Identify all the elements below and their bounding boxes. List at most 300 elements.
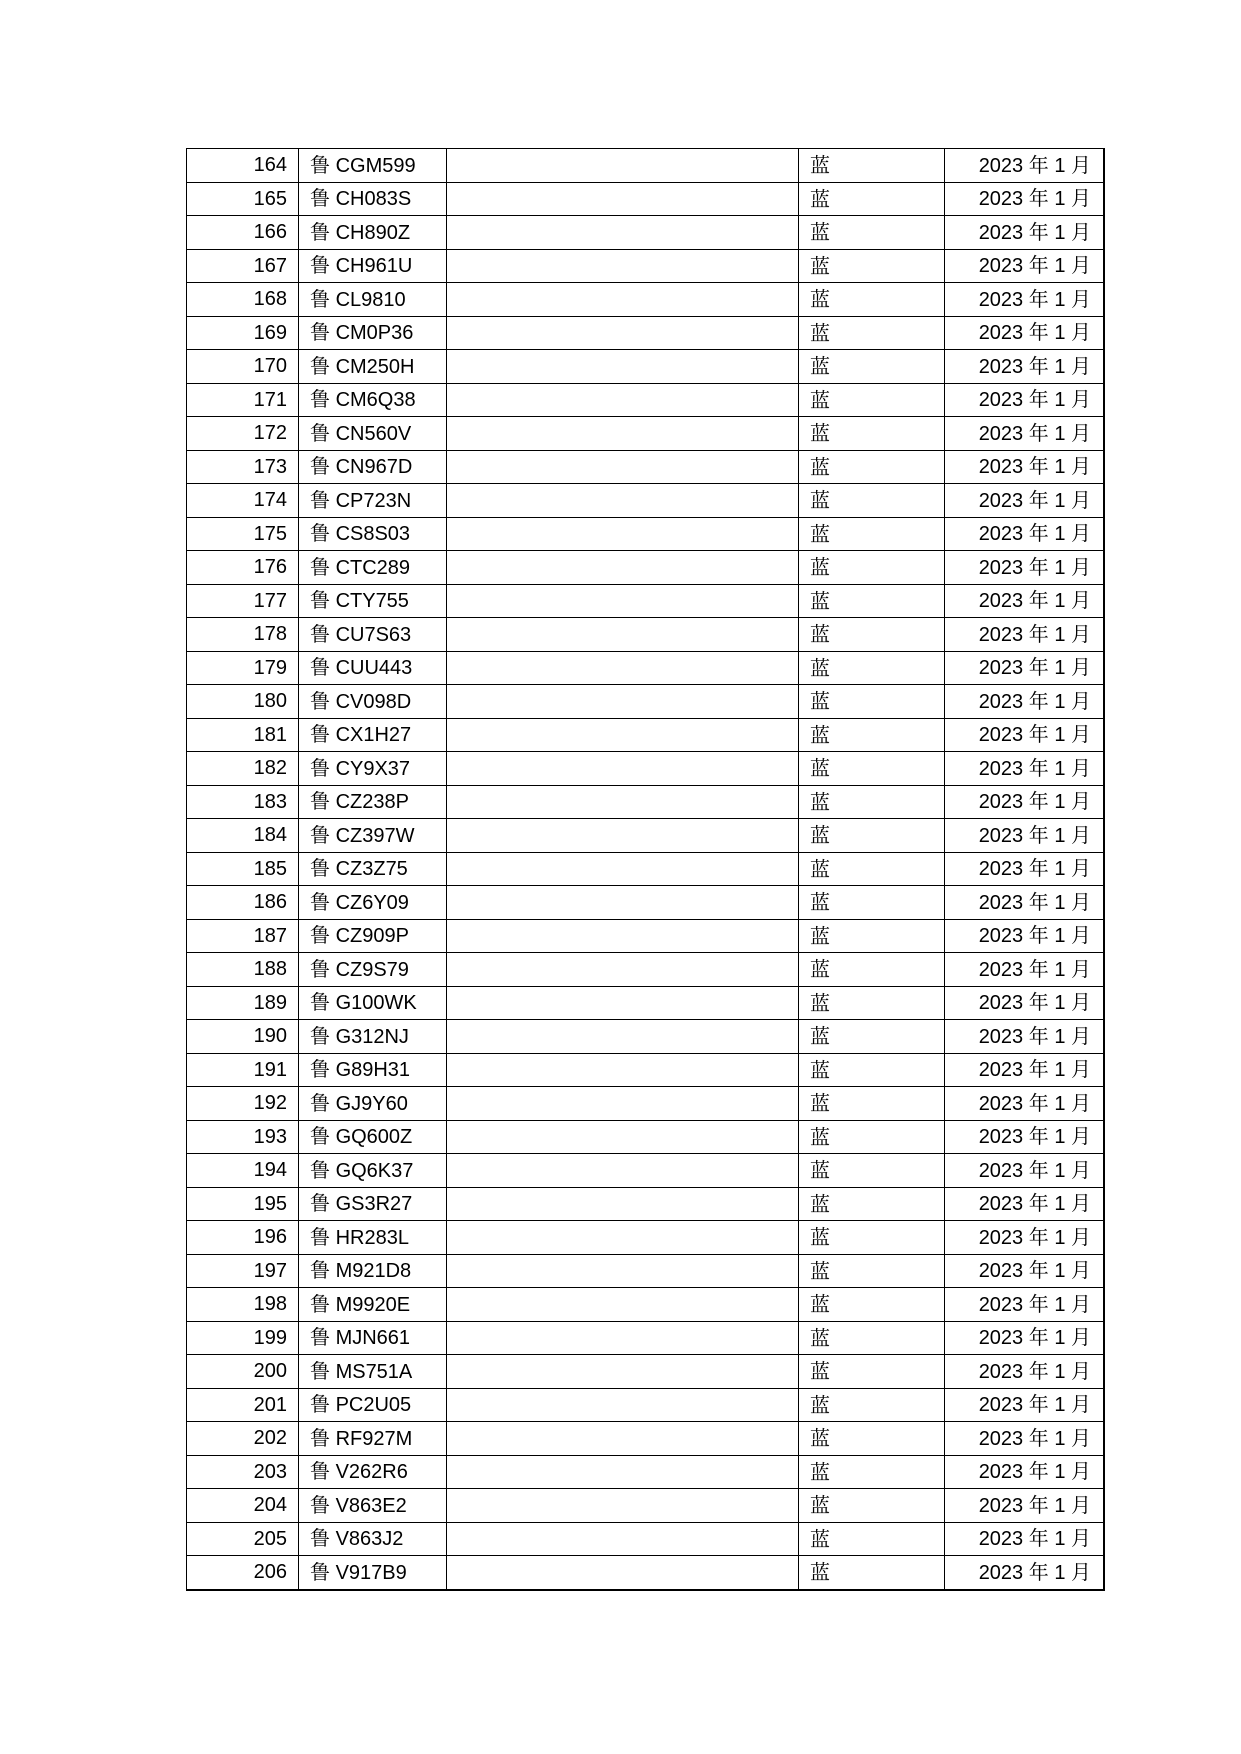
row-index: 174	[187, 484, 299, 518]
date-year: 2023	[978, 1561, 1024, 1584]
plate-color: 蓝	[799, 1455, 945, 1489]
table-row	[187, 1154, 1105, 1188]
date-month-unit: 月	[1071, 1291, 1091, 1316]
date-year-unit: 年	[1028, 889, 1049, 914]
date-month: 1	[1054, 858, 1066, 881]
date-year-unit: 年	[1028, 1325, 1049, 1350]
date-year-unit: 年	[1028, 253, 1049, 278]
date-month-unit: 月	[1071, 1492, 1091, 1517]
plate-code: CTY755	[335, 590, 409, 613]
plate-number-cell	[299, 551, 447, 585]
plate-province: 鲁	[310, 1057, 330, 1082]
plate-number-cell	[299, 283, 447, 317]
row-index: 168	[187, 283, 299, 317]
plate-code: GJ9Y60	[335, 1092, 408, 1115]
plate-number-cell	[299, 584, 447, 618]
date-cell	[945, 986, 1105, 1020]
plate-code: CGM599	[335, 154, 416, 177]
empty-cell	[447, 919, 799, 953]
date-year-unit: 年	[1028, 286, 1049, 311]
date-year: 2023	[978, 1461, 1024, 1484]
date-month: 1	[1054, 188, 1066, 211]
date-year-unit: 年	[1028, 1057, 1049, 1082]
date-year: 2023	[978, 489, 1024, 512]
plate-number-cell	[299, 685, 447, 719]
plate-color: 蓝	[799, 819, 945, 853]
date-cell	[945, 886, 1105, 920]
plate-province: 鲁	[310, 789, 330, 814]
plate-number-cell	[299, 1355, 447, 1389]
plate-color: 蓝	[799, 618, 945, 652]
date-month-unit: 月	[1071, 219, 1091, 244]
date-cell	[945, 785, 1105, 819]
plate-province: 鲁	[310, 353, 330, 378]
table-row	[187, 618, 1105, 652]
date-year: 2023	[978, 1293, 1024, 1316]
date-month-unit: 月	[1071, 1090, 1091, 1115]
date-month: 1	[1054, 255, 1066, 278]
plate-province: 鲁	[310, 923, 330, 948]
plate-code: CUU443	[335, 657, 413, 680]
table-row	[187, 182, 1105, 216]
row-index: 184	[187, 819, 299, 853]
date-cell	[945, 718, 1105, 752]
plate-color: 蓝	[799, 1556, 945, 1590]
row-index: 171	[187, 383, 299, 417]
plate-code: CV098D	[335, 690, 412, 713]
plate-number-cell	[299, 350, 447, 384]
plate-number-cell	[299, 1522, 447, 1556]
plate-number-cell	[299, 383, 447, 417]
table-row	[187, 383, 1105, 417]
plate-number-cell	[299, 149, 447, 183]
plate-province: 鲁	[310, 688, 330, 713]
empty-cell	[447, 249, 799, 283]
row-index: 193	[187, 1120, 299, 1154]
plate-number-cell	[299, 1020, 447, 1054]
date-year-unit: 年	[1028, 554, 1049, 579]
date-year: 2023	[978, 791, 1024, 814]
date-cell	[945, 819, 1105, 853]
plate-code: V262R6	[335, 1461, 408, 1484]
plate-color: 蓝	[799, 216, 945, 250]
date-cell	[945, 450, 1105, 484]
table-row	[187, 852, 1105, 886]
date-year: 2023	[978, 456, 1024, 479]
date-month: 1	[1054, 1394, 1066, 1417]
plate-province: 鲁	[310, 822, 330, 847]
plate-code: CL9810	[335, 288, 406, 311]
plate-province: 鲁	[310, 387, 330, 412]
plate-number-cell	[299, 785, 447, 819]
date-month: 1	[1054, 523, 1066, 546]
plate-code: CY9X37	[335, 757, 411, 780]
date-cell	[945, 1020, 1105, 1054]
plate-province: 鲁	[310, 1526, 330, 1551]
date-cell	[945, 249, 1105, 283]
date-cell	[945, 484, 1105, 518]
plate-number-cell	[299, 953, 447, 987]
plate-province: 鲁	[310, 956, 330, 981]
date-cell	[945, 216, 1105, 250]
date-cell	[945, 149, 1105, 183]
date-cell	[945, 1422, 1105, 1456]
date-month-unit: 月	[1071, 789, 1091, 814]
table-row	[187, 551, 1105, 585]
plate-color: 蓝	[799, 1288, 945, 1322]
plate-color: 蓝	[799, 484, 945, 518]
date-month: 1	[1054, 590, 1066, 613]
date-year-unit: 年	[1028, 1224, 1049, 1249]
plate-color: 蓝	[799, 785, 945, 819]
date-cell	[945, 1154, 1105, 1188]
date-month-unit: 月	[1071, 1459, 1091, 1484]
table-row	[187, 484, 1105, 518]
empty-cell	[447, 182, 799, 216]
date-month: 1	[1054, 925, 1066, 948]
date-month-unit: 月	[1071, 956, 1091, 981]
table-row	[187, 584, 1105, 618]
date-year-unit: 年	[1028, 186, 1049, 211]
empty-cell	[447, 1187, 799, 1221]
table-row	[187, 1455, 1105, 1489]
date-month-unit: 月	[1071, 990, 1091, 1015]
plate-number-cell	[299, 484, 447, 518]
empty-cell	[447, 1556, 799, 1590]
row-index: 189	[187, 986, 299, 1020]
plate-color: 蓝	[799, 1020, 945, 1054]
plate-code: MJN661	[335, 1327, 411, 1350]
empty-cell	[447, 350, 799, 384]
date-cell	[945, 1455, 1105, 1489]
date-year: 2023	[978, 1494, 1024, 1517]
table-row	[187, 417, 1105, 451]
empty-cell	[447, 1422, 799, 1456]
date-year-unit: 年	[1028, 1124, 1049, 1149]
empty-cell	[447, 1087, 799, 1121]
date-cell	[945, 1321, 1105, 1355]
plate-code: CH083S	[335, 188, 412, 211]
date-month-unit: 月	[1071, 1157, 1091, 1182]
plate-color: 蓝	[799, 685, 945, 719]
date-year-unit: 年	[1028, 1392, 1049, 1417]
plate-number-cell	[299, 1321, 447, 1355]
plate-number-cell	[299, 752, 447, 786]
date-month-unit: 月	[1071, 621, 1091, 646]
table-row	[187, 1020, 1105, 1054]
date-cell	[945, 685, 1105, 719]
plate-code: G100WK	[335, 992, 417, 1015]
row-index: 201	[187, 1388, 299, 1422]
date-year: 2023	[978, 221, 1024, 244]
row-index: 187	[187, 919, 299, 953]
date-month: 1	[1054, 456, 1066, 479]
table-row	[187, 149, 1105, 183]
date-month-unit: 月	[1071, 420, 1091, 445]
plate-province: 鲁	[310, 856, 330, 881]
date-month-unit: 月	[1071, 1258, 1091, 1283]
date-month: 1	[1054, 992, 1066, 1015]
plate-province: 鲁	[310, 621, 330, 646]
date-year: 2023	[978, 1193, 1024, 1216]
plate-number-cell	[299, 182, 447, 216]
date-year: 2023	[978, 188, 1024, 211]
empty-cell	[447, 551, 799, 585]
plate-number-cell	[299, 1455, 447, 1489]
table-row	[187, 752, 1105, 786]
plate-number-cell	[299, 986, 447, 1020]
empty-cell	[447, 316, 799, 350]
date-month-unit: 月	[1071, 1358, 1091, 1383]
date-month: 1	[1054, 690, 1066, 713]
plate-number-cell	[299, 1489, 447, 1523]
date-year-unit: 年	[1028, 1526, 1049, 1551]
row-index: 181	[187, 718, 299, 752]
table-row	[187, 785, 1105, 819]
row-index: 172	[187, 417, 299, 451]
date-year: 2023	[978, 1528, 1024, 1551]
plate-province: 鲁	[310, 320, 330, 345]
plate-code: CH961U	[335, 255, 413, 278]
plate-province: 鲁	[310, 1559, 330, 1584]
date-month-unit: 月	[1071, 353, 1091, 378]
date-year: 2023	[978, 556, 1024, 579]
date-month: 1	[1054, 1293, 1066, 1316]
plate-province: 鲁	[310, 1224, 330, 1249]
table-row	[187, 1288, 1105, 1322]
date-cell	[945, 852, 1105, 886]
plate-code: GS3R27	[335, 1193, 413, 1216]
plate-code: PC2U05	[335, 1394, 412, 1417]
table-row	[187, 216, 1105, 250]
table-row	[187, 249, 1105, 283]
empty-cell	[447, 216, 799, 250]
date-year: 2023	[978, 824, 1024, 847]
date-year: 2023	[978, 724, 1024, 747]
row-index: 198	[187, 1288, 299, 1322]
date-month: 1	[1054, 1461, 1066, 1484]
date-year-unit: 年	[1028, 956, 1049, 981]
date-month-unit: 月	[1071, 655, 1091, 680]
date-year: 2023	[978, 757, 1024, 780]
row-index: 173	[187, 450, 299, 484]
date-month-unit: 月	[1071, 554, 1091, 579]
date-month-unit: 月	[1071, 588, 1091, 613]
table-row	[187, 986, 1105, 1020]
table-row	[187, 517, 1105, 551]
plate-color: 蓝	[799, 1120, 945, 1154]
date-year-unit: 年	[1028, 588, 1049, 613]
date-month: 1	[1054, 1561, 1066, 1584]
row-index: 197	[187, 1254, 299, 1288]
row-index: 175	[187, 517, 299, 551]
plate-color: 蓝	[799, 584, 945, 618]
row-index: 164	[187, 149, 299, 183]
empty-cell	[447, 785, 799, 819]
plate-province: 鲁	[310, 1325, 330, 1350]
empty-cell	[447, 484, 799, 518]
row-index: 188	[187, 953, 299, 987]
plate-number-cell	[299, 886, 447, 920]
date-month: 1	[1054, 1092, 1066, 1115]
empty-cell	[447, 1120, 799, 1154]
plate-code: G89H31	[335, 1059, 411, 1082]
date-cell	[945, 1556, 1105, 1590]
date-year: 2023	[978, 1025, 1024, 1048]
date-year: 2023	[978, 355, 1024, 378]
table-row	[187, 450, 1105, 484]
plate-number-cell	[299, 819, 447, 853]
plate-code: CM0P36	[335, 322, 414, 345]
date-month: 1	[1054, 1226, 1066, 1249]
row-index: 203	[187, 1455, 299, 1489]
date-month-unit: 月	[1071, 722, 1091, 747]
row-index: 202	[187, 1422, 299, 1456]
date-month: 1	[1054, 154, 1066, 177]
date-year: 2023	[978, 322, 1024, 345]
date-year: 2023	[978, 1159, 1024, 1182]
empty-cell	[447, 752, 799, 786]
plate-number-cell	[299, 1288, 447, 1322]
plate-color: 蓝	[799, 1087, 945, 1121]
date-cell	[945, 651, 1105, 685]
date-cell	[945, 1355, 1105, 1389]
plate-number-cell	[299, 1221, 447, 1255]
plate-color: 蓝	[799, 1321, 945, 1355]
row-index: 190	[187, 1020, 299, 1054]
empty-cell	[447, 1388, 799, 1422]
plate-number-cell	[299, 1422, 447, 1456]
plate-province: 鲁	[310, 1425, 330, 1450]
date-year-unit: 年	[1028, 1291, 1049, 1316]
plate-code: V863J2	[335, 1528, 404, 1551]
plate-province: 鲁	[310, 554, 330, 579]
plate-number-cell	[299, 316, 447, 350]
plate-number-cell	[299, 1556, 447, 1590]
table-row	[187, 1321, 1105, 1355]
empty-cell	[447, 383, 799, 417]
table-row	[187, 1087, 1105, 1121]
date-cell	[945, 618, 1105, 652]
date-year-unit: 年	[1028, 1459, 1049, 1484]
date-year: 2023	[978, 1394, 1024, 1417]
date-year-unit: 年	[1028, 1157, 1049, 1182]
date-year: 2023	[978, 389, 1024, 412]
row-index: 169	[187, 316, 299, 350]
plate-color: 蓝	[799, 249, 945, 283]
row-index: 180	[187, 685, 299, 719]
empty-cell	[447, 1455, 799, 1489]
plate-province: 鲁	[310, 454, 330, 479]
row-index: 196	[187, 1221, 299, 1255]
table-row	[187, 1422, 1105, 1456]
empty-cell	[447, 852, 799, 886]
table-body	[187, 149, 1105, 1590]
row-index: 177	[187, 584, 299, 618]
empty-cell	[447, 1053, 799, 1087]
plate-number-cell	[299, 216, 447, 250]
date-month-unit: 月	[1071, 1425, 1091, 1450]
date-year-unit: 年	[1028, 1023, 1049, 1048]
plate-color: 蓝	[799, 1388, 945, 1422]
plate-code: CH890Z	[335, 221, 411, 244]
plate-province: 鲁	[310, 990, 330, 1015]
date-year: 2023	[978, 1427, 1024, 1450]
plate-color: 蓝	[799, 1355, 945, 1389]
plate-province: 鲁	[310, 1492, 330, 1517]
table-row	[187, 919, 1105, 953]
date-month: 1	[1054, 1159, 1066, 1182]
date-cell	[945, 1388, 1105, 1422]
plate-code: CTC289	[335, 556, 411, 579]
date-month-unit: 月	[1071, 487, 1091, 512]
date-month-unit: 月	[1071, 152, 1091, 177]
row-index: 192	[187, 1087, 299, 1121]
date-month: 1	[1054, 1126, 1066, 1149]
date-year-unit: 年	[1028, 454, 1049, 479]
plate-color: 蓝	[799, 1154, 945, 1188]
plate-number-cell	[299, 1187, 447, 1221]
date-year-unit: 年	[1028, 990, 1049, 1015]
date-month-unit: 月	[1071, 1124, 1091, 1149]
plate-code: CS8S03	[335, 523, 411, 546]
row-index: 170	[187, 350, 299, 384]
date-year-unit: 年	[1028, 1358, 1049, 1383]
date-month: 1	[1054, 1260, 1066, 1283]
plate-province: 鲁	[310, 1090, 330, 1115]
plate-number-cell	[299, 450, 447, 484]
plate-code: CN560V	[335, 422, 412, 445]
plate-color: 蓝	[799, 651, 945, 685]
date-cell	[945, 517, 1105, 551]
plate-code: M921D8	[335, 1260, 412, 1283]
date-month: 1	[1054, 288, 1066, 311]
date-month-unit: 月	[1071, 454, 1091, 479]
date-month: 1	[1054, 1427, 1066, 1450]
date-year: 2023	[978, 690, 1024, 713]
date-cell	[945, 551, 1105, 585]
date-year-unit: 年	[1028, 1258, 1049, 1283]
date-year: 2023	[978, 1360, 1024, 1383]
date-month-unit: 月	[1071, 822, 1091, 847]
date-cell	[945, 1254, 1105, 1288]
empty-cell	[447, 718, 799, 752]
date-month: 1	[1054, 221, 1066, 244]
table-row	[187, 1489, 1105, 1523]
date-month: 1	[1054, 1494, 1066, 1517]
date-cell	[945, 1288, 1105, 1322]
plate-code: CZ238P	[335, 791, 409, 814]
empty-cell	[447, 953, 799, 987]
table-row	[187, 316, 1105, 350]
plate-province: 鲁	[310, 521, 330, 546]
date-cell	[945, 1120, 1105, 1154]
empty-cell	[447, 1221, 799, 1255]
plate-province: 鲁	[310, 755, 330, 780]
date-month: 1	[1054, 657, 1066, 680]
plate-province: 鲁	[310, 1358, 330, 1383]
plate-code: CZ3Z75	[335, 858, 408, 881]
plate-color: 蓝	[799, 1254, 945, 1288]
date-year: 2023	[978, 154, 1024, 177]
row-index: 206	[187, 1556, 299, 1590]
empty-cell	[447, 651, 799, 685]
empty-cell	[447, 517, 799, 551]
empty-cell	[447, 149, 799, 183]
plate-code: CP723N	[335, 489, 412, 512]
date-year-unit: 年	[1028, 1559, 1049, 1584]
table-row	[187, 718, 1105, 752]
